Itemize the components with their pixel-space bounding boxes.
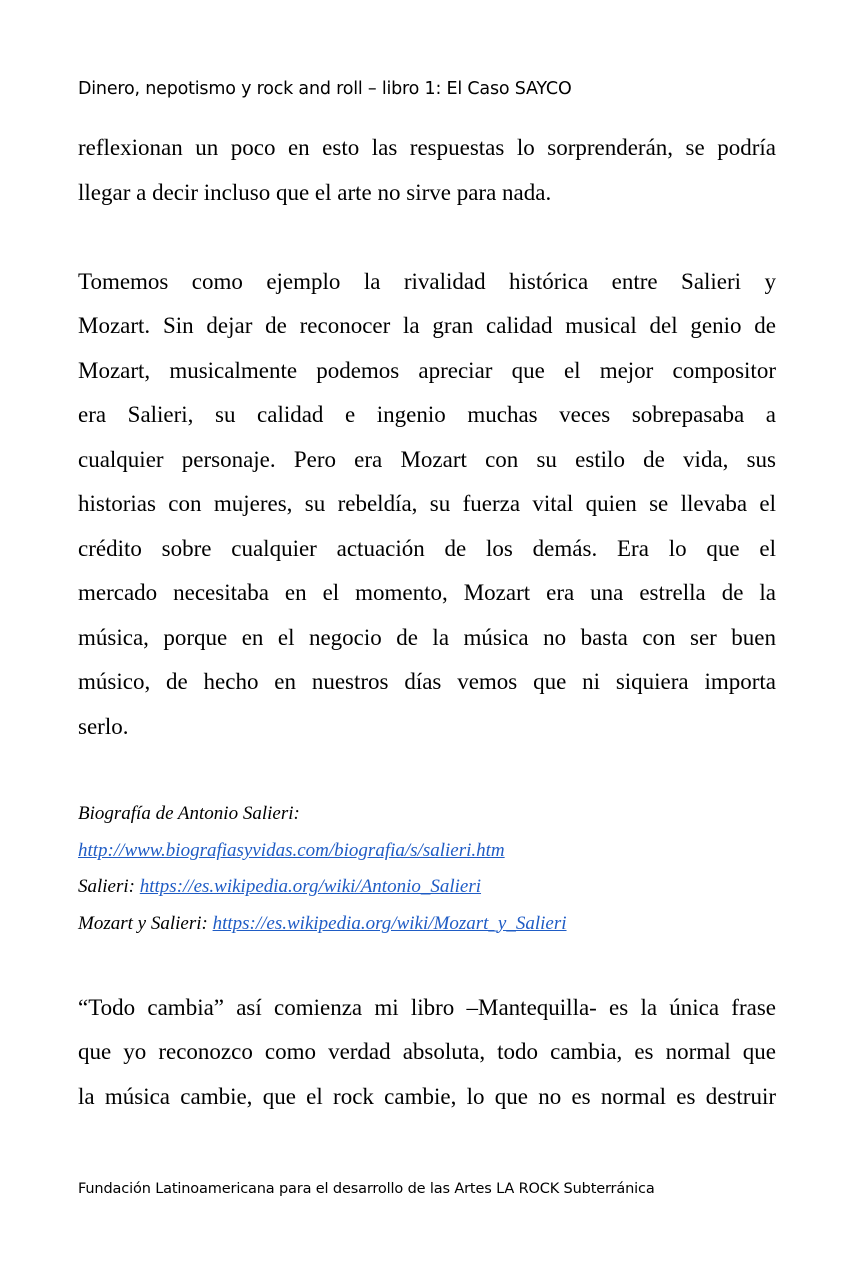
reference-bio-link[interactable]: http://www.biografiasyvidas.com/biografia/s/salieri.htm (78, 840, 505, 861)
reference-mozart-label: Mozart y Salieri: (78, 913, 213, 934)
text-line: “Todo cambia” así comienza mi libro –Mantequilla- es la única frase (78, 995, 776, 1020)
text-line: crédito sobre cualquier actuación de los demás. Era lo que el (78, 536, 776, 561)
running-header: Dinero, nepotismo y rock and roll – libro 1: El Caso SAYCO (78, 79, 572, 99)
reference-salieri-link[interactable]: https://es.wikipedia.org/wiki/Antonio_Salieri (139, 876, 482, 897)
text-line: historias con mujeres, su rebeldía, su fuerza vital quien se llevaba el (78, 491, 776, 516)
text-line: Mozart. Sin dejar de reconocer la gran calidad musical del genio de (78, 313, 776, 338)
text-line: músico, de hecho en nuestros días vemos que ni siquiera importa (78, 669, 776, 694)
running-footer: Fundación Latinoamericana para el desarrollo de las Artes LA ROCK Subterránica (78, 1181, 655, 1197)
reference-bio-label: Biografía de Antonio Salieri: (78, 803, 300, 824)
text-line: cualquier personaje. Pero era Mozart con su estilo de vida, sus (78, 447, 776, 472)
text-line: música, porque en el negocio de la música no basta con ser buen (78, 625, 776, 650)
reference-salieri-label: Salieri: (78, 876, 140, 897)
reference-salieri (78, 876, 481, 898)
reference-mozart-salieri (78, 913, 567, 935)
text-line: llegar a decir incluso que el arte no sirve para nada. (78, 180, 552, 205)
text-line: era Salieri, su calidad e ingenio muchas veces sobrepasaba a (78, 402, 776, 427)
reference-bio (78, 840, 505, 862)
text-line: serlo. (78, 714, 129, 739)
text-line: reflexionan un poco en esto las respuestas lo sorprenderán, se podría (78, 135, 776, 160)
text-line: mercado necesitaba en el momento, Mozart era una estrella de la (78, 580, 776, 605)
reference-mozart-link[interactable]: https://es.wikipedia.org/wiki/Mozart_y_Salieri (212, 913, 567, 934)
text-line: la música cambie, que el rock cambie, lo que no es normal es destruir (78, 1084, 776, 1109)
text-line: Tomemos como ejemplo la rivalidad histórica entre Salieri y (78, 269, 776, 294)
text-line: que yo reconozco como verdad absoluta, todo cambia, es normal que (78, 1039, 776, 1064)
text-line: Mozart, musicalmente podemos apreciar que el mejor compositor (78, 358, 776, 383)
